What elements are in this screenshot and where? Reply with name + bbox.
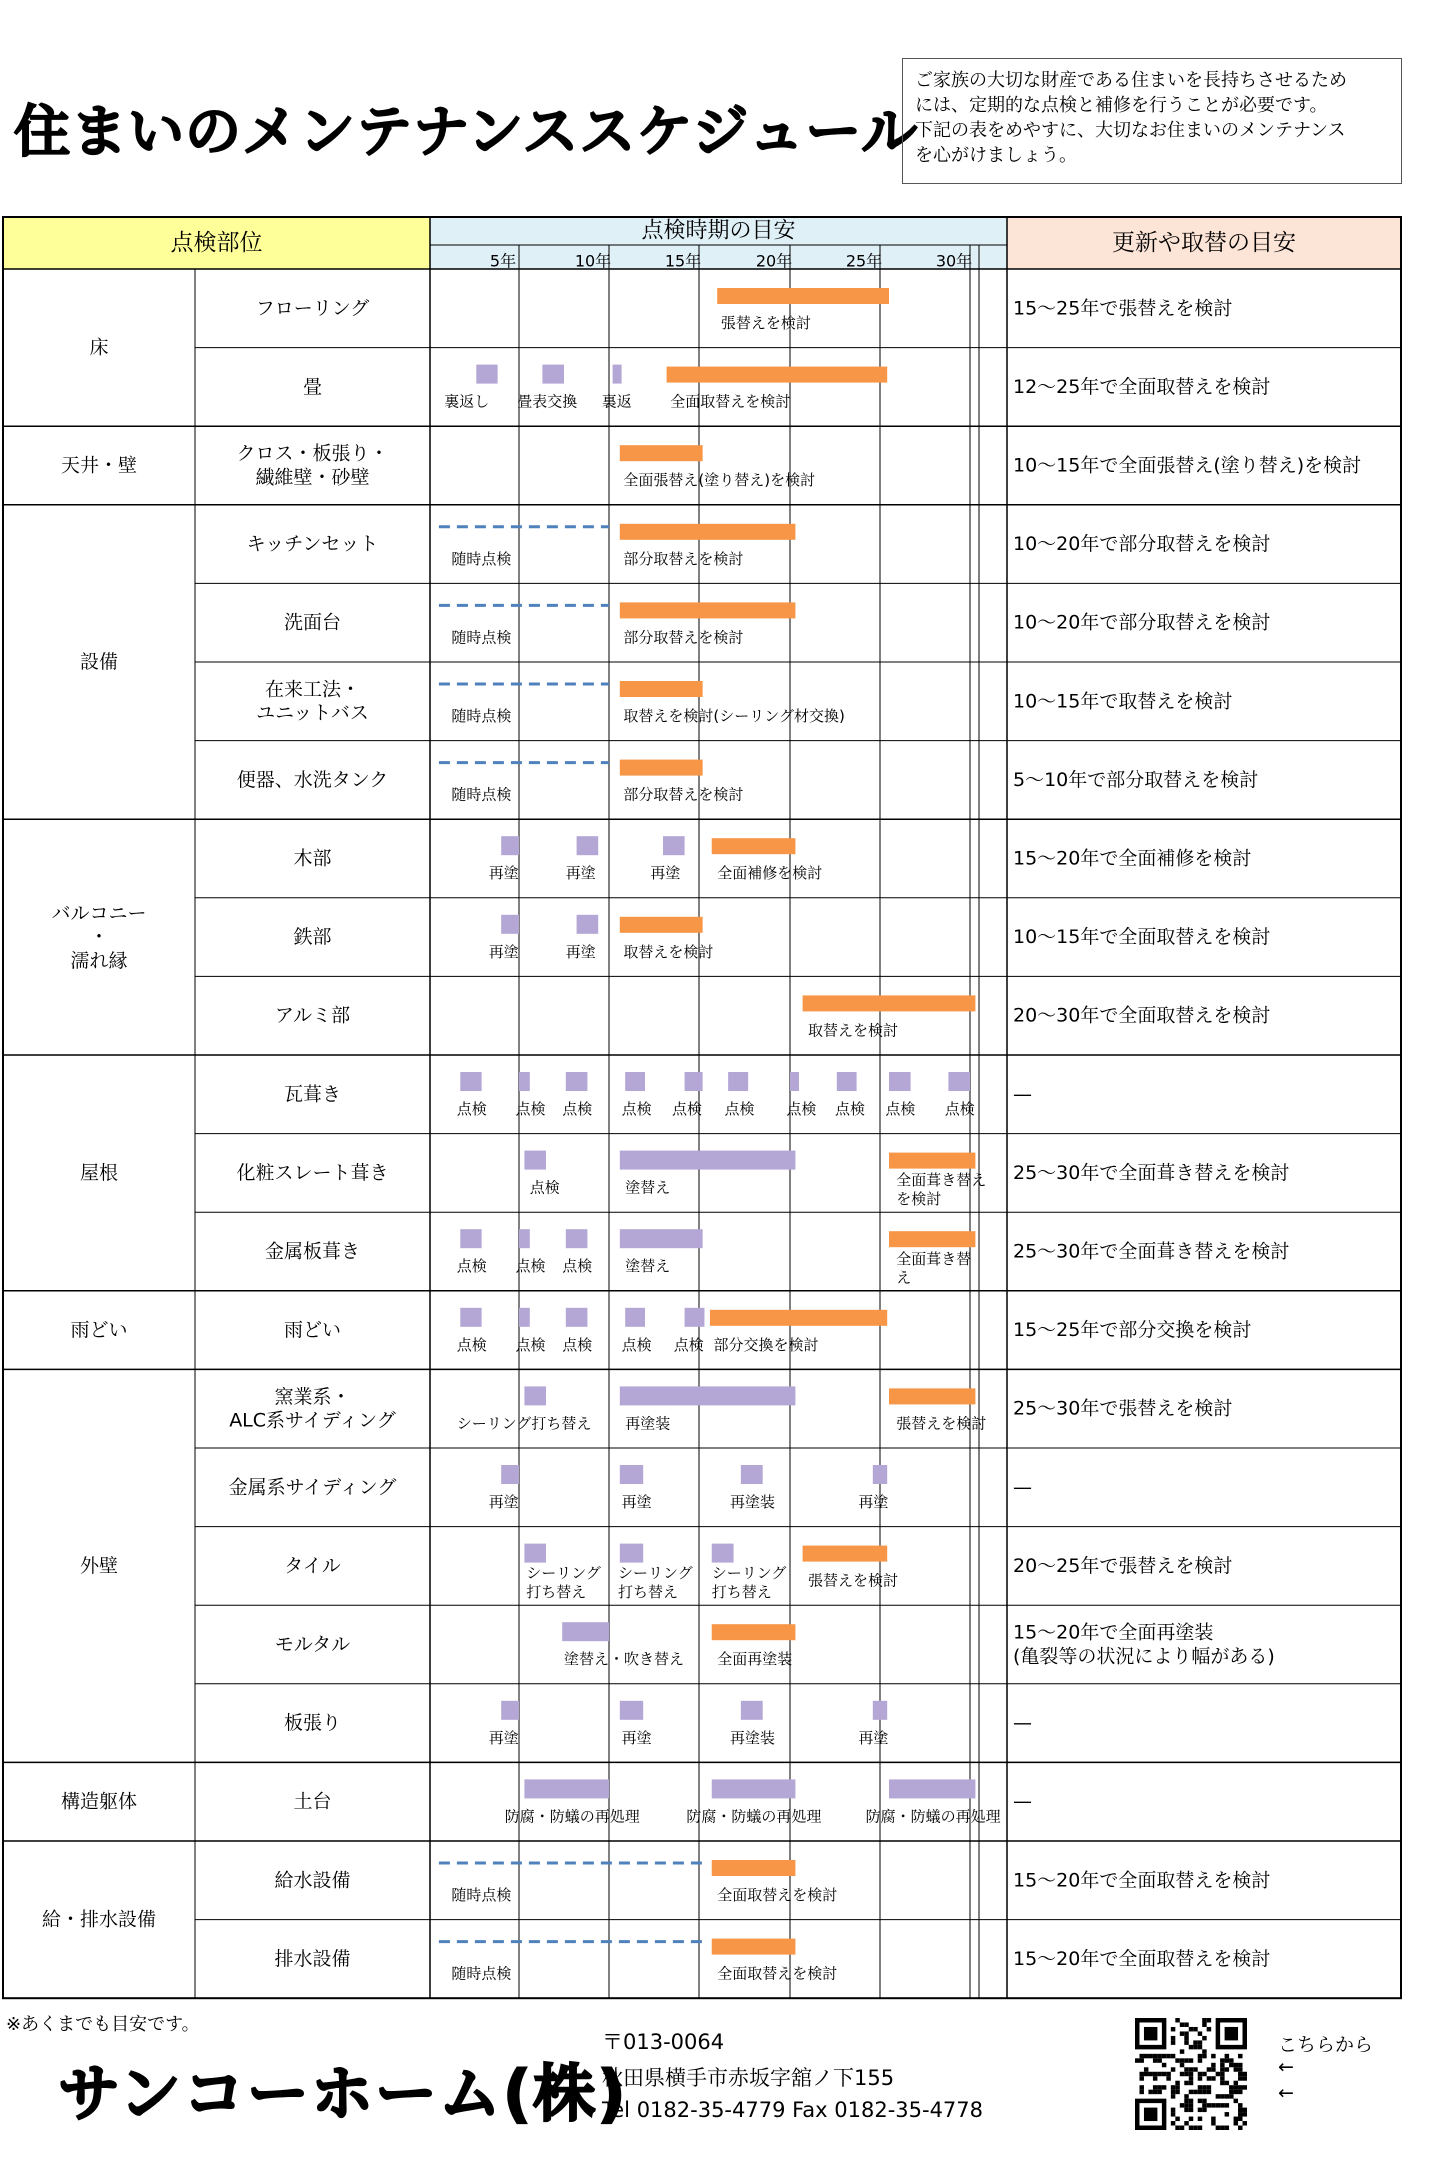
item-label: 金属系サイディング: [228, 1476, 397, 1499]
schedule-label: 再塗: [488, 1493, 519, 1511]
item-label: 雨どい: [283, 1319, 342, 1342]
renewal-text: 20〜30年で全面取替えを検討: [1013, 1004, 1271, 1027]
year-tick-label: 30年: [935, 251, 973, 271]
item-label: ALC系サイディング: [229, 1409, 396, 1432]
inspection-bar: [501, 1465, 519, 1484]
inspection-bar: [519, 1308, 530, 1327]
item-label: 繊維壁・砂壁: [255, 466, 370, 489]
renewal-text: 12〜25年で全面取替えを検討: [1013, 375, 1271, 398]
schedule-label: 再塗: [488, 942, 519, 961]
schedule-label: 塗替え・吹き替え: [564, 1650, 685, 1669]
schedule-label: 全面張替え(塗り替え)を検討: [623, 471, 816, 490]
schedule-label: 部分取替えを検討: [623, 549, 744, 568]
renewal-text: 25〜30年で全面葺き替えを検討: [1013, 1240, 1290, 1263]
inspection-bar: [524, 1779, 609, 1798]
renewal-text: 10〜15年で全面張替え(塗り替え)を検討: [1013, 454, 1362, 477]
item-label: 在来工法・: [264, 678, 361, 701]
schedule-label: 再塗装: [729, 1728, 775, 1747]
replacement-bar: [712, 838, 796, 854]
inspection-bar: [620, 1229, 703, 1248]
renewal-text: 15〜25年で張替えを検討: [1013, 297, 1233, 320]
schedule-label: 点検: [724, 1100, 755, 1118]
schedule-label: 随時点検: [451, 785, 512, 804]
schedule-label: 点検: [835, 1100, 866, 1118]
schedule-label: 全面補修を検討: [717, 864, 823, 883]
inspection-bar: [625, 1072, 645, 1091]
schedule-label: 防腐・防蟻の再処理: [686, 1807, 822, 1826]
disclaimer-note: ※あくまでも目安です。: [6, 2014, 200, 2035]
part-header-label: 点検部位: [170, 230, 263, 256]
item-label: 鉄部: [293, 926, 332, 949]
inspection-bar: [741, 1701, 763, 1720]
schedule-label: 点検: [562, 1257, 593, 1276]
replacement-bar: [712, 1939, 796, 1955]
renewal-text: —: [1013, 1712, 1032, 1735]
schedule-label: 点検: [562, 1100, 593, 1118]
inspection-bar: [577, 836, 599, 855]
schedule-label: シーリング: [618, 1564, 693, 1583]
replacement-bar: [620, 602, 796, 618]
intro-line: 下記の表をめやすに、大切なお住まいのメンテナンス: [915, 120, 1346, 141]
inspection-bar: [663, 836, 685, 855]
schedule-label: 点検: [672, 1100, 703, 1118]
renewal-text: 15〜20年で全面補修を検討: [1013, 847, 1252, 870]
schedule-label: 随時点検: [451, 628, 512, 647]
category-label: ・: [89, 926, 109, 949]
renewal-text: 15〜20年で全面取替えを検討: [1013, 1947, 1271, 1970]
inspection-bar: [524, 1386, 546, 1405]
category-label: 濡れ縁: [70, 949, 128, 972]
company-address: 秋田県横手市赤坂字舘ノ下155: [602, 2066, 895, 2090]
schedule-label: 点検: [515, 1100, 546, 1118]
item-label: 土台: [293, 1790, 332, 1813]
schedule-label: シーリング打ち替え: [456, 1414, 592, 1433]
inspection-bar: [620, 1465, 643, 1484]
year-tick-label: 15年: [664, 251, 702, 271]
schedule-label: 点検: [944, 1100, 975, 1118]
category-label: 構造躯体: [60, 1790, 138, 1813]
schedule-label: 打ち替え: [526, 1582, 587, 1601]
category-label: 給・排水設備: [41, 1908, 157, 1931]
schedule-label: 張替えを検討: [720, 314, 811, 332]
item-label: キッチンセット: [246, 533, 379, 556]
category-label: 屋根: [79, 1161, 119, 1184]
item-label: ユニットバス: [256, 702, 369, 725]
renewal-text: 15〜25年で部分交換を検討: [1013, 1319, 1252, 1342]
category-label: 床: [89, 336, 109, 359]
company-contact: Tel 0182-35-4779 Fax 0182-35-4778: [602, 2098, 984, 2122]
inspection-bar: [837, 1072, 857, 1091]
inspection-bar: [873, 1465, 887, 1484]
qr-code-icon[interactable]: [1135, 2018, 1247, 2130]
category-label: 天井・壁: [60, 454, 138, 477]
schedule-label: 全面取替えを検討: [670, 392, 791, 411]
schedule-label: 再塗装: [625, 1414, 671, 1433]
replacement-bar: [803, 1546, 888, 1562]
schedule-label: 再塗: [858, 1493, 889, 1511]
inspection-bar: [566, 1072, 588, 1091]
inspection-bar: [620, 1544, 643, 1563]
item-label: クロス・板張り・: [236, 442, 389, 465]
inspection-bar: [460, 1072, 481, 1091]
inspection-bar: [620, 1151, 796, 1170]
renewal-text: 10〜15年で取替えを検討: [1013, 690, 1233, 713]
inspection-bar: [460, 1308, 481, 1327]
schedule-label: 防腐・防蟻の再処理: [504, 1807, 640, 1826]
schedule-label: 裏返し: [444, 392, 490, 411]
schedule-label: 全面葺き替え: [896, 1171, 987, 1190]
inspection-bar: [501, 1701, 519, 1720]
inspection-bar: [476, 365, 497, 384]
inspection-bar: [685, 1308, 705, 1327]
schedule-label: 再塗: [565, 864, 596, 883]
item-label: 畳: [302, 375, 323, 398]
replacement-bar: [889, 1388, 975, 1404]
inspection-bar: [620, 1701, 643, 1720]
schedule-label: え: [896, 1268, 912, 1287]
schedule-label: 塗替え: [625, 1257, 671, 1276]
item-label: 洗面台: [283, 611, 342, 634]
schedule-label: 再塗: [650, 864, 681, 883]
page-title: 住まいのメンテナンススケジュール: [14, 100, 919, 165]
replacement-bar: [710, 1310, 887, 1326]
inspection-bar: [712, 1779, 796, 1798]
arrow-left-icon: ←: [1278, 2082, 1294, 2104]
inspection-bar: [542, 365, 564, 384]
company-logo-name: サンコーホーム(株): [58, 2057, 628, 2130]
renewal-text: 25〜30年で張替えを検討: [1013, 1397, 1233, 1420]
arrow-left-icon: ←: [1278, 2056, 1294, 2078]
schedule-label: 再塗: [488, 864, 519, 883]
schedule-label: 点検: [515, 1257, 546, 1276]
schedule-label: 打ち替え: [711, 1582, 772, 1601]
inspection-bar: [948, 1072, 970, 1091]
category-label: バルコニー: [51, 902, 147, 925]
inspection-bar: [460, 1229, 481, 1248]
category-label: 設備: [79, 651, 119, 673]
schedule-label: 随時点検: [451, 549, 512, 568]
company-zip: 〒013-0064: [602, 2030, 725, 2054]
schedule-label: 点検: [515, 1335, 546, 1354]
schedule-label: 点検: [456, 1257, 487, 1276]
item-label: フローリング: [255, 297, 370, 320]
schedule-label: 全面葺き替: [896, 1249, 972, 1268]
schedule-label: 塗替え: [625, 1178, 671, 1197]
intro-line: には、定期的な点検と補修を行うことが必要です。: [915, 95, 1328, 116]
schedule-label: 再塗: [858, 1728, 889, 1747]
replacement-bar: [620, 681, 703, 697]
year-tick-label: 25年: [845, 251, 883, 271]
schedule-label: 部分交換を検討: [713, 1335, 819, 1354]
schedule-label: 張替えを検討: [896, 1414, 987, 1433]
schedule-label: 再塗: [621, 1493, 652, 1511]
inspection-bar: [519, 1229, 530, 1248]
schedule-label: 防腐・防蟻の再処理: [865, 1807, 1001, 1826]
inspection-bar: [620, 1386, 796, 1405]
item-label: 化粧スレート葺き: [236, 1161, 389, 1184]
schedule-label: 点検: [456, 1100, 487, 1118]
schedule-label: 取替えを検討: [808, 1021, 899, 1040]
inspection-bar: [562, 1622, 609, 1641]
schedule-label: 取替えを検討: [623, 942, 714, 961]
renewal-text: 10〜20年で部分取替えを検討: [1013, 533, 1271, 556]
category-label: 雨どい: [70, 1319, 128, 1342]
intro-line: を心がけましょう。: [915, 145, 1077, 166]
schedule-label: 随時点検: [451, 707, 512, 725]
schedule-label: 打ち替え: [618, 1582, 679, 1601]
replacement-bar: [712, 1624, 796, 1640]
item-label: タイル: [284, 1554, 341, 1577]
inspection-bar: [685, 1072, 703, 1091]
period-header-label: 点検時期の目安: [641, 218, 796, 244]
schedule-label: 張替えを検討: [808, 1571, 899, 1590]
schedule-label: 再塗: [488, 1728, 519, 1747]
inspection-bar: [519, 1072, 530, 1091]
inspection-bar: [501, 915, 519, 934]
inspection-bar: [712, 1544, 734, 1563]
schedule-label: 全面再塗装: [717, 1650, 793, 1669]
replacement-bar: [620, 917, 703, 933]
replacement-bar: [667, 367, 888, 383]
schedule-label: 点検: [562, 1335, 593, 1354]
replacement-bar: [712, 1860, 796, 1876]
schedule-label: 点検: [456, 1335, 487, 1354]
inspection-bar: [741, 1465, 763, 1484]
item-label: 窯業系・: [274, 1385, 351, 1408]
inspection-bar: [889, 1072, 911, 1091]
schedule-label: 全面取替えを検討: [717, 1964, 838, 1983]
replacement-bar: [889, 1153, 975, 1169]
schedule-label: 点検: [673, 1335, 704, 1354]
inspection-bar: [889, 1779, 975, 1798]
renewal-text: 10〜15年で全面取替えを検討: [1013, 926, 1271, 949]
schedule-label: 随時点検: [451, 1886, 512, 1904]
inspection-bar: [728, 1072, 748, 1091]
renewal-text: 10〜20年で部分取替えを検討: [1013, 611, 1271, 634]
item-label: モルタル: [274, 1633, 351, 1656]
item-label: 給水設備: [274, 1869, 351, 1892]
year-tick-label: 10年: [574, 251, 612, 271]
schedule-label: 裏返: [601, 392, 632, 411]
intro-line: ご家族の大切な財産である住まいを長持ちさせるため: [915, 70, 1347, 91]
renewal-text: 20〜25年で張替えを検討: [1013, 1554, 1233, 1577]
renewal-header-label: 更新や取替の目安: [1112, 230, 1296, 256]
replacement-bar: [717, 288, 889, 304]
schedule-label: 点検: [621, 1100, 652, 1118]
inspection-bar: [790, 1072, 799, 1091]
item-label: 排水設備: [274, 1947, 351, 1970]
replacement-bar: [620, 760, 703, 776]
replacement-bar: [889, 1231, 975, 1247]
schedule-label: シーリング: [711, 1564, 787, 1583]
schedule-label: 点検: [885, 1100, 916, 1118]
schedule-label: 随時点検: [451, 1964, 512, 1983]
schedule-label: 点検: [621, 1335, 652, 1354]
item-label: 木部: [293, 847, 332, 870]
renewal-text: (亀裂等の状況により幅がある): [1013, 1645, 1275, 1668]
schedule-label: シーリング: [526, 1564, 601, 1583]
inspection-bar: [524, 1151, 546, 1170]
renewal-text: 5〜10年で部分取替えを検討: [1013, 768, 1259, 791]
inspection-bar: [524, 1544, 546, 1563]
schedule-label: 点検: [786, 1100, 817, 1118]
replacement-bar: [620, 524, 796, 540]
inspection-bar: [501, 836, 519, 855]
schedule-label: 部分取替えを検討: [623, 785, 744, 804]
renewal-text: 15〜20年で全面取替えを検討: [1013, 1869, 1271, 1892]
item-label: 瓦葺き: [283, 1083, 342, 1106]
inspection-bar: [566, 1308, 588, 1327]
item-label: 金属板葺き: [264, 1240, 361, 1263]
schedule-label: 点検: [529, 1178, 560, 1197]
renewal-text: 25〜30年で全面葺き替えを検討: [1013, 1161, 1290, 1184]
replacement-bar: [620, 445, 703, 461]
inspection-bar: [625, 1308, 645, 1327]
schedule-label: を検討: [896, 1189, 942, 1208]
schedule-label: 再塗: [565, 942, 596, 961]
item-label: 板張り: [283, 1712, 342, 1735]
year-tick-label: 20年: [755, 251, 793, 271]
qr-note-label: こちらから: [1278, 2034, 1374, 2056]
schedule-label: 再塗装: [729, 1493, 775, 1511]
inspection-bar: [566, 1229, 588, 1248]
renewal-text: 15〜20年で全面再塗装: [1013, 1621, 1214, 1644]
schedule-label: 全面取替えを検討: [717, 1886, 838, 1904]
renewal-text: —: [1013, 1083, 1032, 1106]
inspection-bar: [577, 915, 599, 934]
year-tick-label: 5年: [489, 251, 517, 271]
schedule-label: 部分取替えを検討: [623, 628, 744, 647]
item-label: アルミ部: [274, 1004, 351, 1027]
renewal-text: —: [1013, 1790, 1032, 1813]
schedule-label: 取替えを検討(シーリング材交換): [623, 707, 845, 725]
renewal-text: —: [1013, 1476, 1032, 1499]
inspection-bar: [613, 365, 622, 384]
replacement-bar: [803, 995, 976, 1011]
category-label: 外壁: [79, 1554, 119, 1577]
schedule-label: 再塗: [621, 1728, 652, 1747]
item-label: 便器、水洗タンク: [236, 768, 389, 791]
inspection-bar: [873, 1701, 887, 1720]
schedule-label: 畳表交換: [517, 392, 578, 411]
